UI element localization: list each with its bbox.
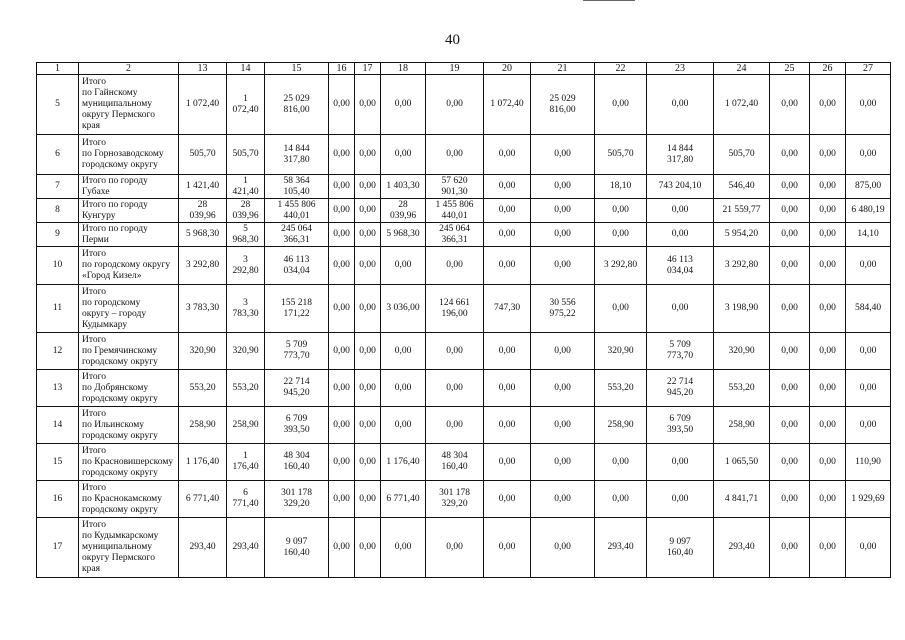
table-row [37,75,891,135]
table-row [37,223,891,247]
value-cell: 5 709 773,70 [265,333,329,370]
value-cell: 0,00 [381,518,426,578]
value-cell: 3 292,80 [714,247,770,285]
value-cell: 1 421,40 [227,175,265,199]
value-cell: 245 064 366,31 [265,223,329,247]
value-cell: 505,70 [595,135,647,175]
value-cell: 0,00 [846,135,891,175]
value-cell: 9 097 160,40 [265,518,329,578]
value-cell: 110,90 [846,444,891,481]
value-cell: 0,00 [381,247,426,285]
value-cell: 505,70 [714,135,770,175]
row-number-cell: 17 [37,518,79,578]
value-cell: 0,00 [484,199,531,223]
value-cell: 1 929,69 [846,481,891,518]
value-cell: 0,00 [846,407,891,444]
territory-name-cell: Итого по Красновишерскому городскому округу [79,444,179,481]
value-cell: 293,40 [227,518,265,578]
page-number: 40 [445,32,460,48]
value-cell: 0,00 [770,223,810,247]
value-cell: 553,20 [595,370,647,407]
column-number-cell: 27 [846,63,891,75]
value-cell: 0,00 [770,175,810,199]
value-cell: 0,00 [531,333,595,370]
value-cell: 0,00 [647,444,714,481]
row-number-cell: 16 [37,481,79,518]
table-row [37,518,891,578]
territory-name-cell: Итого по городскому округу – городу Кудымкару [79,285,179,333]
value-cell: 3 783,30 [179,285,227,333]
territory-name-cell: Итого по Гремячинскому городскому округу [79,333,179,370]
value-cell: 553,20 [227,370,265,407]
row-number-cell: 8 [37,199,79,223]
value-cell: 245 064 366,31 [426,223,484,247]
value-cell: 0,00 [810,175,846,199]
table-row [37,444,891,481]
value-cell: 1 072,40 [227,75,265,135]
table-body [37,63,891,578]
value-cell: 0,00 [595,75,647,135]
territory-name-cell: Итого по Кудымкарскому муниципальному округу Пермского края [79,518,179,578]
value-cell: 1 176,40 [179,444,227,481]
value-cell: 0,00 [355,199,381,223]
data-table [36,62,891,578]
value-cell: 0,00 [484,223,531,247]
value-cell: 0,00 [355,407,381,444]
value-cell: 3 198,90 [714,285,770,333]
value-cell: 0,00 [810,247,846,285]
value-cell: 25 029 816,00 [265,75,329,135]
value-cell: 0,00 [329,175,355,199]
value-cell: 0,00 [329,333,355,370]
value-cell: 58 364 105,40 [265,175,329,199]
value-cell: 0,00 [355,75,381,135]
value-cell: 5 954,20 [714,223,770,247]
row-number-cell: 12 [37,333,79,370]
value-cell: 22 714 945,20 [265,370,329,407]
value-cell: 21 559,77 [714,199,770,223]
value-cell: 28 039,96 [381,199,426,223]
value-cell: 0,00 [531,199,595,223]
value-cell: 584,40 [846,285,891,333]
value-cell: 3 292,80 [227,247,265,285]
value-cell: 1 403,30 [381,175,426,199]
column-number-cell: 19 [426,63,484,75]
value-cell: 301 178 329,20 [265,481,329,518]
value-cell: 0,00 [426,135,484,175]
territory-name-cell: Итого по Горнозаводскому городскому округу [79,135,179,175]
value-cell: 14 844 317,80 [265,135,329,175]
row-number-cell: 14 [37,407,79,444]
value-cell: 0,00 [770,333,810,370]
value-cell: 1 065,50 [714,444,770,481]
row-number-cell: 13 [37,370,79,407]
value-cell: 6 771,40 [381,481,426,518]
value-cell: 0,00 [531,223,595,247]
column-number-cell: 2 [79,63,179,75]
value-cell: 0,00 [810,444,846,481]
value-cell: 0,00 [770,285,810,333]
table-row [37,247,891,285]
value-cell: 3 036,00 [381,285,426,333]
table-row [37,199,891,223]
value-cell: 57 620 901,30 [426,175,484,199]
column-number-cell: 14 [227,63,265,75]
value-cell: 25 029 816,00 [531,75,595,135]
value-cell: 0,00 [595,199,647,223]
value-cell: 0,00 [595,285,647,333]
value-cell: 258,90 [714,407,770,444]
value-cell: 0,00 [770,518,810,578]
value-cell: 0,00 [484,444,531,481]
value-cell: 0,00 [426,407,484,444]
value-cell: 0,00 [647,75,714,135]
value-cell: 0,00 [846,333,891,370]
value-cell: 0,00 [810,223,846,247]
value-cell: 875,00 [846,175,891,199]
value-cell: 258,90 [179,407,227,444]
value-cell: 0,00 [329,135,355,175]
value-cell: 0,00 [810,135,846,175]
row-number-cell: 7 [37,175,79,199]
value-cell: 155 218 171,22 [265,285,329,333]
table-row [37,333,891,370]
value-cell: 0,00 [355,370,381,407]
value-cell: 0,00 [355,481,381,518]
value-cell: 505,70 [227,135,265,175]
value-cell: 0,00 [531,518,595,578]
value-cell: 747,30 [484,285,531,333]
value-cell: 6 771,40 [179,481,227,518]
value-cell: 0,00 [770,75,810,135]
value-cell: 0,00 [595,444,647,481]
header-row [37,63,891,75]
value-cell: 1 176,40 [381,444,426,481]
value-cell: 320,90 [179,333,227,370]
value-cell: 1 072,40 [714,75,770,135]
value-cell: 5 968,30 [381,223,426,247]
value-cell: 1 421,40 [179,175,227,199]
table-row [37,175,891,199]
value-cell: 0,00 [329,370,355,407]
value-cell: 320,90 [227,333,265,370]
value-cell: 0,00 [355,247,381,285]
value-cell: 553,20 [714,370,770,407]
value-cell: 0,00 [647,199,714,223]
value-cell: 5 968,30 [227,223,265,247]
row-number-cell: 5 [37,75,79,135]
value-cell: 0,00 [329,481,355,518]
value-cell: 0,00 [484,135,531,175]
value-cell: 293,40 [179,518,227,578]
value-cell: 0,00 [355,518,381,578]
value-cell: 258,90 [227,407,265,444]
value-cell: 0,00 [531,481,595,518]
value-cell: 0,00 [381,370,426,407]
value-cell: 28 039,96 [179,199,227,223]
value-cell: 0,00 [770,247,810,285]
value-cell: 1 455 806 440,01 [265,199,329,223]
value-cell: 0,00 [810,199,846,223]
value-cell: 0,00 [355,333,381,370]
value-cell: 6 709 393,50 [265,407,329,444]
column-number-cell: 13 [179,63,227,75]
column-number-cell: 22 [595,63,647,75]
value-cell: 0,00 [329,247,355,285]
territory-name-cell: Итого по Ильинскому городскому округу [79,407,179,444]
value-cell: 14 844 317,80 [647,135,714,175]
value-cell: 14,10 [846,223,891,247]
value-cell: 0,00 [810,285,846,333]
value-cell: 0,00 [329,199,355,223]
value-cell: 320,90 [714,333,770,370]
value-cell: 0,00 [531,247,595,285]
value-cell: 0,00 [484,247,531,285]
value-cell: 0,00 [595,223,647,247]
value-cell: 553,20 [179,370,227,407]
value-cell: 0,00 [810,75,846,135]
value-cell: 0,00 [426,247,484,285]
value-cell: 0,00 [531,175,595,199]
value-cell: 0,00 [770,481,810,518]
value-cell: 0,00 [355,223,381,247]
value-cell: 0,00 [484,407,531,444]
value-cell: 546,40 [714,175,770,199]
value-cell: 0,00 [595,481,647,518]
column-number-cell: 16 [329,63,355,75]
scan-edge-mark [583,0,635,1]
value-cell: 0,00 [381,407,426,444]
value-cell: 0,00 [531,135,595,175]
value-cell: 46 113 034,04 [647,247,714,285]
column-number-cell: 1 [37,63,79,75]
value-cell: 0,00 [810,370,846,407]
value-cell: 0,00 [329,75,355,135]
value-cell: 0,00 [484,370,531,407]
value-cell: 0,00 [484,518,531,578]
value-cell: 1 072,40 [484,75,531,135]
value-cell: 22 714 945,20 [647,370,714,407]
column-number-cell: 25 [770,63,810,75]
row-number-cell: 6 [37,135,79,175]
value-cell: 0,00 [810,518,846,578]
value-cell: 0,00 [846,370,891,407]
value-cell: 6 771,40 [227,481,265,518]
column-number-cell: 17 [355,63,381,75]
table-row [37,285,891,333]
value-cell: 258,90 [595,407,647,444]
value-cell: 5 709 773,70 [647,333,714,370]
value-cell: 0,00 [531,370,595,407]
value-cell: 0,00 [810,407,846,444]
column-number-cell: 15 [265,63,329,75]
value-cell: 0,00 [647,481,714,518]
row-number-cell: 10 [37,247,79,285]
value-cell: 3 292,80 [595,247,647,285]
value-cell: 0,00 [426,518,484,578]
value-cell: 46 113 034,04 [265,247,329,285]
value-cell: 0,00 [531,444,595,481]
value-cell: 0,00 [426,75,484,135]
value-cell: 0,00 [770,444,810,481]
value-cell: 3 292,80 [179,247,227,285]
column-number-cell: 23 [647,63,714,75]
value-cell: 0,00 [647,223,714,247]
column-number-cell: 18 [381,63,426,75]
value-cell: 0,00 [381,135,426,175]
value-cell: 6 480,19 [846,199,891,223]
territory-name-cell: Итого по Краснокамскому городскому округу [79,481,179,518]
value-cell: 0,00 [810,481,846,518]
value-cell: 0,00 [329,223,355,247]
table-row [37,481,891,518]
value-cell: 0,00 [484,481,531,518]
value-cell: 0,00 [846,518,891,578]
value-cell: 0,00 [846,75,891,135]
row-number-cell: 15 [37,444,79,481]
value-cell: 4 841,71 [714,481,770,518]
territory-name-cell: Итого по Гайнскому муниципальному округу Пермского края [79,75,179,135]
value-cell: 0,00 [770,370,810,407]
value-cell: 0,00 [770,135,810,175]
value-cell: 48 304 160,40 [265,444,329,481]
value-cell: 6 709 393,50 [647,407,714,444]
territory-name-cell: Итого по городу Кунгуру [79,199,179,223]
column-number-cell: 26 [810,63,846,75]
value-cell: 293,40 [714,518,770,578]
value-cell: 0,00 [329,444,355,481]
value-cell: 0,00 [647,285,714,333]
territory-name-cell: Итого по городу Перми [79,223,179,247]
value-cell: 3 783,30 [227,285,265,333]
value-cell: 0,00 [426,370,484,407]
row-number-cell: 11 [37,285,79,333]
value-cell: 293,40 [595,518,647,578]
territory-name-cell: Итого по Добрянскому городскому округу [79,370,179,407]
value-cell: 0,00 [355,285,381,333]
value-cell: 0,00 [846,247,891,285]
value-cell: 0,00 [810,333,846,370]
value-cell: 320,90 [595,333,647,370]
value-cell: 0,00 [381,75,426,135]
value-cell: 1 072,40 [179,75,227,135]
territory-name-cell: Итого по городскому округу «Город Кизел» [79,247,179,285]
value-cell: 9 097 160,40 [647,518,714,578]
value-cell: 0,00 [426,333,484,370]
value-cell: 301 178 329,20 [426,481,484,518]
value-cell: 505,70 [179,135,227,175]
value-cell: 5 968,30 [179,223,227,247]
value-cell: 0,00 [770,199,810,223]
value-cell: 48 304 160,40 [426,444,484,481]
value-cell: 30 556 975,22 [531,285,595,333]
value-cell: 0,00 [355,135,381,175]
value-cell: 0,00 [484,333,531,370]
territory-name-cell: Итого по городу Губахе [79,175,179,199]
value-cell: 743 204,10 [647,175,714,199]
row-number-cell: 9 [37,223,79,247]
value-cell: 0,00 [329,285,355,333]
value-cell: 1 455 806 440,01 [426,199,484,223]
column-number-cell: 21 [531,63,595,75]
value-cell: 0,00 [531,407,595,444]
value-cell: 1 176,40 [227,444,265,481]
value-cell: 0,00 [329,518,355,578]
value-cell: 0,00 [484,175,531,199]
value-cell: 0,00 [355,444,381,481]
value-cell: 124 661 196,00 [426,285,484,333]
table-row [37,135,891,175]
column-number-cell: 20 [484,63,531,75]
value-cell: 0,00 [770,407,810,444]
table-row [37,370,891,407]
value-cell: 18,10 [595,175,647,199]
table-row [37,407,891,444]
value-cell: 0,00 [381,333,426,370]
value-cell: 0,00 [329,407,355,444]
value-cell: 28 039,96 [227,199,265,223]
column-number-cell: 24 [714,63,770,75]
value-cell: 0,00 [355,175,381,199]
